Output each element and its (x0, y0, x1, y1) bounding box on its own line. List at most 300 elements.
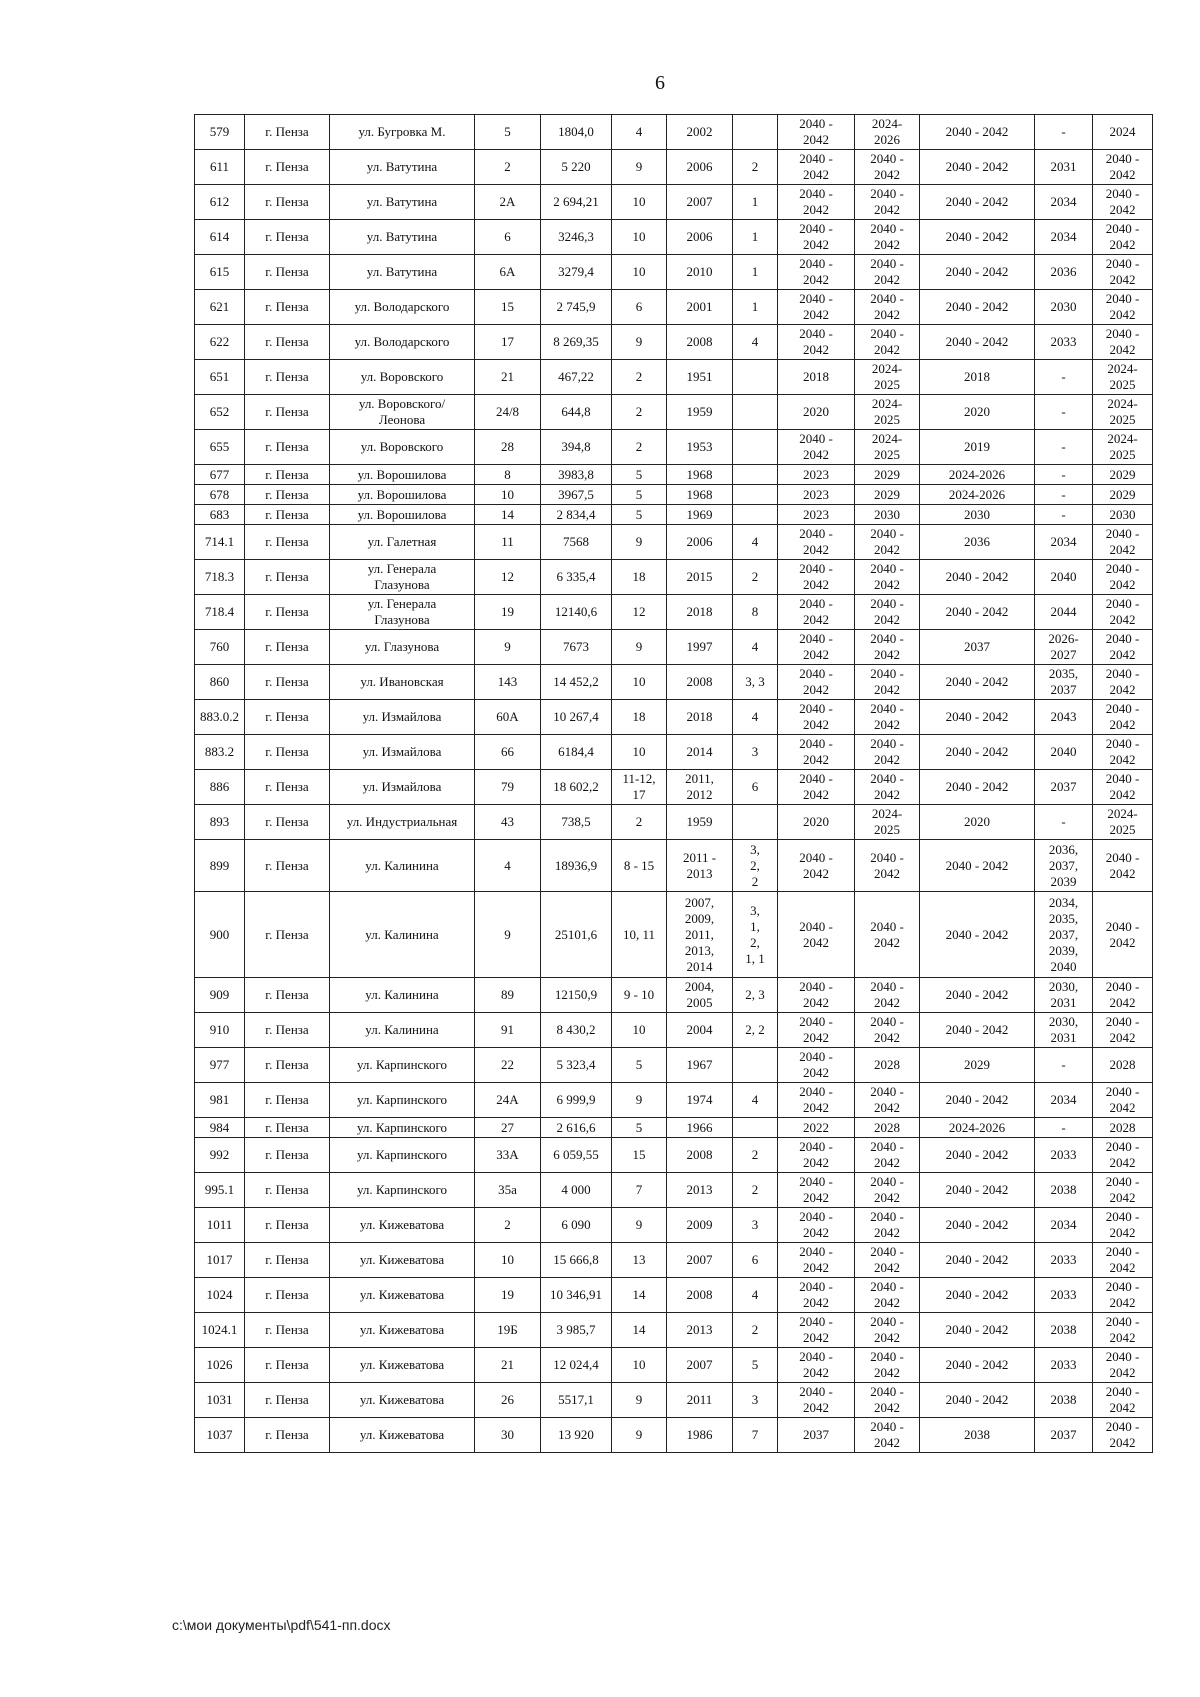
table-row (195, 630, 1153, 665)
table-cell: 2 616,6 (541, 1118, 612, 1138)
table-cell: 2 (733, 1138, 778, 1173)
table-cell: ул. Кижеватова (330, 1418, 475, 1453)
table-row (195, 150, 1153, 185)
table-cell: 2004 (667, 1013, 733, 1048)
table-cell: 2029 (1093, 485, 1153, 505)
table-cell: 2030 (1093, 505, 1153, 525)
table-cell: г. Пенза (245, 150, 330, 185)
table-cell: г. Пенза (245, 665, 330, 700)
table-cell: 2028 (1093, 1048, 1153, 1083)
table-cell: 2040 - 2042 (778, 1383, 855, 1418)
table-cell: 2040 - 2042 (1093, 1278, 1153, 1313)
table-cell: 1 (733, 185, 778, 220)
table-cell: г. Пенза (245, 525, 330, 560)
table-cell: 614 (195, 220, 245, 255)
table-cell: 43 (475, 805, 541, 840)
table-cell: 9 (475, 892, 541, 978)
table-cell: ул. Индустриальная (330, 805, 475, 840)
table-cell: 10 (612, 735, 667, 770)
table-cell: 677 (195, 465, 245, 485)
table-cell: 2035, 2037 (1035, 665, 1093, 700)
table-cell: 2040 - 2042 (1093, 978, 1153, 1013)
table-cell: 2028 (855, 1118, 920, 1138)
table-cell: 4 (733, 1278, 778, 1313)
table-cell: 2040 - 2042 (1093, 1383, 1153, 1418)
table-cell: 2 (733, 560, 778, 595)
table-cell: 2040 - 2042 (920, 840, 1035, 892)
table-cell: 2024-2026 (920, 465, 1035, 485)
table-cell: 2 (612, 360, 667, 395)
table-cell: ул. Кижеватова (330, 1348, 475, 1383)
table-cell: 14 (612, 1313, 667, 1348)
table-cell: 6 (612, 290, 667, 325)
table-cell: 1017 (195, 1243, 245, 1278)
table-cell: 2040 - 2042 (920, 1083, 1035, 1118)
table-cell: - (1035, 395, 1093, 430)
table-cell: 1 (733, 255, 778, 290)
table-cell: 2008 (667, 665, 733, 700)
table-cell: 2024-2026 (920, 485, 1035, 505)
table-cell: 2034 (1035, 1208, 1093, 1243)
table-cell (733, 1118, 778, 1138)
table-cell: 2040 - 2042 (1093, 1208, 1153, 1243)
table-cell: 2040 - 2042 (778, 525, 855, 560)
table-cell: 2040 - 2042 (920, 892, 1035, 978)
table-cell: 22 (475, 1048, 541, 1083)
table-cell: ул. Кижеватова (330, 1278, 475, 1313)
table-cell: 2040 - 2042 (855, 770, 920, 805)
table-cell: 2, 2 (733, 1013, 778, 1048)
table-cell: 1951 (667, 360, 733, 395)
table-cell: 718.4 (195, 595, 245, 630)
table-cell: г. Пенза (245, 1173, 330, 1208)
table-cell: г. Пенза (245, 1083, 330, 1118)
table-cell: ул. Калинина (330, 892, 475, 978)
table-cell: 2040 - 2042 (920, 1313, 1035, 1348)
table-cell: 27 (475, 1118, 541, 1138)
table-body (195, 115, 1153, 1453)
table-row (195, 1208, 1153, 1243)
table-cell (733, 115, 778, 150)
table-cell: 3279,4 (541, 255, 612, 290)
table-cell: 10 267,4 (541, 700, 612, 735)
table-cell: г. Пенза (245, 595, 330, 630)
table-cell: 10 346,91 (541, 1278, 612, 1313)
table-cell: 9 (612, 150, 667, 185)
table-cell (733, 805, 778, 840)
table-cell: 3983,8 (541, 465, 612, 485)
table-cell: 2040 - 2042 (1093, 185, 1153, 220)
table-cell: 12140,6 (541, 595, 612, 630)
table-cell: 2040 - 2042 (920, 700, 1035, 735)
table-cell: г. Пенза (245, 735, 330, 770)
table-cell: 2037 (920, 630, 1035, 665)
table-cell: г. Пенза (245, 892, 330, 978)
table-cell: 5 220 (541, 150, 612, 185)
table-cell: 2024- 2025 (1093, 395, 1153, 430)
table-cell: 2023 (778, 485, 855, 505)
table-cell: 2040 - 2042 (855, 630, 920, 665)
table-row (195, 485, 1153, 505)
table-cell (733, 485, 778, 505)
table-cell: 2040 - 2042 (920, 595, 1035, 630)
table-cell: 10 (612, 220, 667, 255)
table-cell: ул. Генерала Глазунова (330, 595, 475, 630)
table-cell: ул. Кижеватова (330, 1208, 475, 1243)
table-cell: 2013 (667, 1173, 733, 1208)
table-cell: 2026- 2027 (1035, 630, 1093, 665)
table-cell: 5 (612, 485, 667, 505)
table-cell: 2040 - 2042 (1093, 1348, 1153, 1383)
table-cell: 2, 3 (733, 978, 778, 1013)
footer-file-path: c:\мои документы\pdf\541-пп.docx (172, 1617, 391, 1633)
table-cell: 1026 (195, 1348, 245, 1383)
table-cell: 7 (733, 1418, 778, 1453)
table-cell: ул. Кижеватова (330, 1383, 475, 1418)
table-cell: 2040 - 2042 (778, 1278, 855, 1313)
table-row (195, 595, 1153, 630)
table-row (195, 220, 1153, 255)
table-cell: 2020 (778, 805, 855, 840)
table-cell: 15 666,8 (541, 1243, 612, 1278)
table-cell: 2036, 2037, 2039 (1035, 840, 1093, 892)
table-cell: 60А (475, 700, 541, 735)
table-cell: 2024 (1093, 115, 1153, 150)
table-cell: 3 985,7 (541, 1313, 612, 1348)
table-cell: 4 (612, 115, 667, 150)
table-cell: г. Пенза (245, 185, 330, 220)
table-cell: 14 (475, 505, 541, 525)
table-row (195, 1418, 1153, 1453)
table-cell: 2040 - 2042 (855, 978, 920, 1013)
table-cell: 15 (612, 1138, 667, 1173)
table-cell: ул. Измайлова (330, 700, 475, 735)
table-cell: 2040 - 2042 (920, 290, 1035, 325)
table-cell: 2040 - 2042 (920, 1138, 1035, 1173)
table-cell: 13 (612, 1243, 667, 1278)
table-cell: 89 (475, 978, 541, 1013)
table-cell: г. Пенза (245, 1313, 330, 1348)
table-cell: г. Пенза (245, 1208, 330, 1243)
table-cell: 2040 - 2042 (1093, 700, 1153, 735)
table-cell: 2014 (667, 735, 733, 770)
table-row (195, 1138, 1153, 1173)
table-cell: 4 (733, 525, 778, 560)
table-cell: 2040 - 2042 (778, 1243, 855, 1278)
table-cell: 9 (612, 1418, 667, 1453)
table-cell: 2040 - 2042 (855, 325, 920, 360)
table-cell: 2028 (1093, 1118, 1153, 1138)
table-cell: 1953 (667, 430, 733, 465)
table-cell: 2040 (1035, 560, 1093, 595)
table-cell: 10 (612, 185, 667, 220)
table-cell: 2004, 2005 (667, 978, 733, 1013)
table-cell: 1959 (667, 395, 733, 430)
table-cell: 15 (475, 290, 541, 325)
table-cell: 30 (475, 1418, 541, 1453)
table-row (195, 978, 1153, 1013)
table-cell: 893 (195, 805, 245, 840)
table-cell: 4 (475, 840, 541, 892)
table-cell: ул. Бугровка М. (330, 115, 475, 150)
table-cell: г. Пенза (245, 290, 330, 325)
table-cell: ул. Кижеватова (330, 1313, 475, 1348)
table-cell: 8 269,35 (541, 325, 612, 360)
table-cell: 6 (475, 220, 541, 255)
table-cell: г. Пенза (245, 700, 330, 735)
table-cell: 9 (612, 630, 667, 665)
table-cell: 2040 - 2042 (1093, 770, 1153, 805)
table-cell: 2040 - 2042 (1093, 560, 1153, 595)
table-cell: 394,8 (541, 430, 612, 465)
table-cell: 3 (733, 1383, 778, 1418)
table-cell: 2029 (855, 485, 920, 505)
table-cell: 2024- 2026 (855, 115, 920, 150)
table-cell: 2013 (667, 1313, 733, 1348)
table-row (195, 430, 1153, 465)
table-cell: 2 (733, 150, 778, 185)
table-cell: 2029 (1093, 465, 1153, 485)
table-cell: 7 (612, 1173, 667, 1208)
table-cell: 8 (733, 595, 778, 630)
table-cell: 2040 - 2042 (1093, 1013, 1153, 1048)
table-cell: - (1035, 805, 1093, 840)
table-cell: 2 (475, 150, 541, 185)
table-cell: 2030, 2031 (1035, 978, 1093, 1013)
table-cell: ул. Володарского (330, 325, 475, 360)
table-cell: 9 (612, 325, 667, 360)
table-cell: 4 (733, 1083, 778, 1118)
table-row (195, 115, 1153, 150)
table-cell: 2040 - 2042 (778, 255, 855, 290)
table-cell: 467,22 (541, 360, 612, 395)
table-cell: 2040 - 2042 (778, 560, 855, 595)
table-cell: г. Пенза (245, 1243, 330, 1278)
table-cell: 19Б (475, 1313, 541, 1348)
table-cell: 2040 - 2042 (778, 1208, 855, 1243)
table-row (195, 892, 1153, 978)
table-cell: 18 602,2 (541, 770, 612, 805)
table-cell (733, 505, 778, 525)
table-row (195, 1048, 1153, 1083)
table-cell: 1037 (195, 1418, 245, 1453)
table-row (195, 770, 1153, 805)
table-cell: 2036 (920, 525, 1035, 560)
table-cell: 10 (612, 1013, 667, 1048)
table-cell: 4 000 (541, 1173, 612, 1208)
table-cell: 3 (733, 735, 778, 770)
table-cell: 2040 - 2042 (855, 290, 920, 325)
table-cell: 2040 - 2042 (855, 1138, 920, 1173)
table-cell: 2040 - 2042 (1093, 892, 1153, 978)
table-cell: 9 (475, 630, 541, 665)
table-cell: 2040 - 2042 (920, 1348, 1035, 1383)
table-cell: 2033 (1035, 1243, 1093, 1278)
table-cell: г. Пенза (245, 255, 330, 290)
table-cell: 984 (195, 1118, 245, 1138)
table-cell: 2040 - 2042 (920, 1243, 1035, 1278)
table-cell: 2015 (667, 560, 733, 595)
table-cell: 2040 - 2042 (778, 840, 855, 892)
table-cell: 2040 - 2042 (1093, 840, 1153, 892)
table-cell: 1986 (667, 1418, 733, 1453)
table-cell: ул. Ворошилова (330, 465, 475, 485)
table-cell: 91 (475, 1013, 541, 1048)
table-cell: 644,8 (541, 395, 612, 430)
table-cell: 2019 (920, 430, 1035, 465)
table-cell: 2040 (1035, 735, 1093, 770)
table-cell: 2040 - 2042 (1093, 1173, 1153, 1208)
table-cell: 2031 (1035, 150, 1093, 185)
table-cell: 622 (195, 325, 245, 360)
table-cell: 2040 - 2042 (1093, 255, 1153, 290)
table-cell (733, 430, 778, 465)
table-cell: 2040 - 2042 (855, 1418, 920, 1453)
table-cell: 995.1 (195, 1173, 245, 1208)
table-cell: г. Пенза (245, 430, 330, 465)
table-cell: г. Пенза (245, 1013, 330, 1048)
table-cell: 910 (195, 1013, 245, 1048)
table-cell: 683 (195, 505, 245, 525)
table-cell: г. Пенза (245, 395, 330, 430)
table-cell: 2040 - 2042 (778, 978, 855, 1013)
table-cell: 3967,5 (541, 485, 612, 505)
table-cell: 883.2 (195, 735, 245, 770)
table-cell: 5 (612, 505, 667, 525)
table-cell: 2040 - 2042 (855, 1278, 920, 1313)
table-row (195, 665, 1153, 700)
table-cell: 886 (195, 770, 245, 805)
table-cell: 2024- 2025 (1093, 805, 1153, 840)
table-cell: 2040 - 2042 (920, 1278, 1035, 1313)
table-cell: 12 024,4 (541, 1348, 612, 1383)
table-cell: 2007, 2009, 2011, 2013, 2014 (667, 892, 733, 978)
table-cell: 2040 - 2042 (920, 185, 1035, 220)
table-cell: 2022 (778, 1118, 855, 1138)
table-cell: 2009 (667, 1208, 733, 1243)
table-cell: 10 (475, 485, 541, 505)
table-cell: 2040 - 2042 (920, 978, 1035, 1013)
table-cell: - (1035, 430, 1093, 465)
table-cell (733, 395, 778, 430)
table-cell: 2018 (667, 700, 733, 735)
table-cell: 10 (612, 255, 667, 290)
table-cell: 2040 - 2042 (855, 1208, 920, 1243)
table-cell: 2040 - 2042 (778, 665, 855, 700)
table-cell: 5 (612, 1118, 667, 1138)
table-cell: г. Пенза (245, 220, 330, 255)
table-row (195, 465, 1153, 485)
table-cell: 5 (733, 1348, 778, 1383)
table-cell: 2 745,9 (541, 290, 612, 325)
table-cell: 2040 - 2042 (855, 1348, 920, 1383)
table-cell: 2040 - 2042 (778, 325, 855, 360)
table-cell: 6 090 (541, 1208, 612, 1243)
table-cell: 738,5 (541, 805, 612, 840)
table-cell: 1969 (667, 505, 733, 525)
table-cell: 2040 - 2042 (778, 185, 855, 220)
table-cell: 2024- 2025 (855, 430, 920, 465)
table-cell: 6 059,55 (541, 1138, 612, 1173)
table-cell: 2040 - 2042 (855, 665, 920, 700)
table-cell: 9 (612, 1208, 667, 1243)
table-cell: 10 (612, 1348, 667, 1383)
table-cell: 2040 - 2042 (855, 220, 920, 255)
table-cell: ул. Володарского (330, 290, 475, 325)
table-cell: ул. Воровского/ Леонова (330, 395, 475, 430)
table-cell: ул. Калинина (330, 978, 475, 1013)
table-cell: г. Пенза (245, 485, 330, 505)
table-cell: ул. Карпинского (330, 1083, 475, 1118)
table-cell: 2030, 2031 (1035, 1013, 1093, 1048)
table-cell: 2040 - 2042 (1093, 630, 1153, 665)
table-row (195, 1348, 1153, 1383)
table-cell: 2023 (778, 465, 855, 485)
table-cell: 977 (195, 1048, 245, 1083)
table-cell: ул. Карпинского (330, 1138, 475, 1173)
table-cell: 2040 - 2042 (1093, 1083, 1153, 1118)
table-row (195, 1243, 1153, 1278)
table-cell: 10 (475, 1243, 541, 1278)
table-cell: 33А (475, 1138, 541, 1173)
table-cell: 718.3 (195, 560, 245, 595)
table-cell: 2040 - 2042 (778, 1013, 855, 1048)
table-cell: 3, 2, 2 (733, 840, 778, 892)
table-cell: 2044 (1035, 595, 1093, 630)
table-cell: 2037 (1035, 1418, 1093, 1453)
table-cell (733, 1048, 778, 1083)
table-cell: 2040 - 2042 (778, 770, 855, 805)
table-cell: 2040 - 2042 (855, 595, 920, 630)
table-cell: 18 (612, 560, 667, 595)
table-cell: 3, 1, 2, 1, 1 (733, 892, 778, 978)
table-cell: ул. Ватутина (330, 185, 475, 220)
table-cell: 2040 - 2042 (920, 735, 1035, 770)
table-cell: 2018 (778, 360, 855, 395)
table-cell: 2033 (1035, 325, 1093, 360)
table-cell: 2040 - 2042 (920, 665, 1035, 700)
table-cell: ул. Галетная (330, 525, 475, 560)
table-cell: 5 323,4 (541, 1048, 612, 1083)
table-row (195, 1013, 1153, 1048)
table-cell: 2040 - 2042 (1093, 735, 1153, 770)
table-cell: ул. Измайлова (330, 770, 475, 805)
table-cell: 26 (475, 1383, 541, 1418)
table-cell: 2030 (920, 505, 1035, 525)
table-cell: 2 (733, 1313, 778, 1348)
table-cell: 2040 - 2042 (778, 700, 855, 735)
table-cell: 2040 - 2042 (1093, 150, 1153, 185)
table-cell: 2040 - 2042 (855, 892, 920, 978)
table-row (195, 505, 1153, 525)
table-cell: - (1035, 115, 1093, 150)
table-cell: ул. Карпинского (330, 1118, 475, 1138)
table-cell: 2034 (1035, 1083, 1093, 1118)
table-cell: 860 (195, 665, 245, 700)
table-cell: 1024.1 (195, 1313, 245, 1348)
table-cell: 900 (195, 892, 245, 978)
table-cell: 2040 - 2042 (1093, 290, 1153, 325)
table-cell: 5517,1 (541, 1383, 612, 1418)
table-cell: ул. Ивановская (330, 665, 475, 700)
table-cell: 2011, 2012 (667, 770, 733, 805)
table-cell: 1968 (667, 465, 733, 485)
table-cell: 611 (195, 150, 245, 185)
table-cell: ул. Глазунова (330, 630, 475, 665)
table-cell: 2040 - 2042 (855, 1313, 920, 1348)
table-cell: 9 (612, 525, 667, 560)
table-cell: 2024- 2025 (1093, 430, 1153, 465)
